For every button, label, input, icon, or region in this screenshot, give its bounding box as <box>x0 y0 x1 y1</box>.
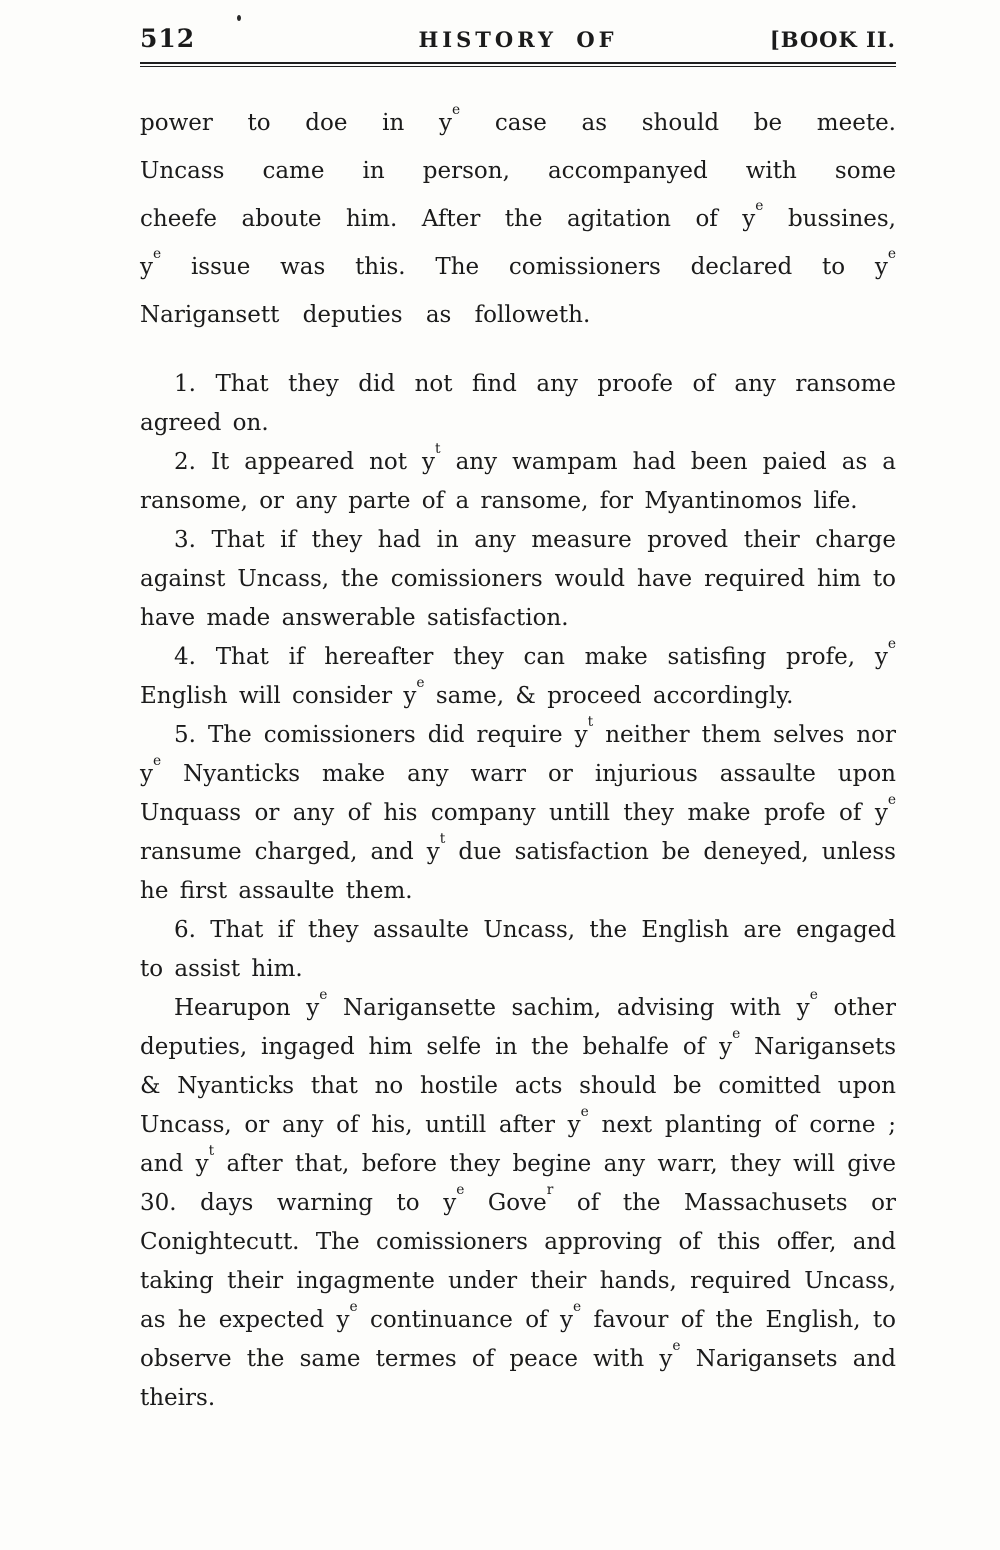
paragraph: power to doe in $y^e$ case as should be meete. Uncass came in person, accompanyed with some cheefe aboute him. After the agitation of $y^e$ bussines, $y^e$ issue was this. The comissioners declared to $y^e$ Narigansett deputies as followeth. <box>140 101 896 328</box>
scan-speck <box>237 15 241 21</box>
paragraph: 2. It appeared not $y^t$ any wampam had been paied as a ransome, or any parte of a ransome, for Myantinomos life. <box>140 440 896 514</box>
paragraph: 5. The comissioners did require $y^t$ neither them selves nor $y^e$ Nyanticks make any warr or injurious assaulte upon Unquass or any of his company untill they make profe of $y^e$ ransume charged, and $y^t$ due satisfaction be deneyed, unless he first assaulte them. <box>140 713 896 904</box>
page-text <box>140 99 896 1418</box>
page-number: 512 <box>140 24 196 53</box>
book-section-label: [BOOK II. <box>769 27 896 52</box>
paragraph: 4. That if hereafter they can make satisfing profe, $y^e$ English will consider $y^e$ same, & proceed accordingly. <box>140 635 896 709</box>
paragraph: 6. That if they assaulte Uncass, the English are engaged to assist him. <box>140 917 896 982</box>
page-header <box>140 24 896 53</box>
running-title: HISTORY OF <box>418 27 618 52</box>
paragraph: Hearupon $y^e$ Narigansette sachim, advising with $y^e$ other deputies, ingaged him selfe in the behalfe of $y^e$ Narigansets & Nyanticks that no hostile acts should be comitted upon Uncass, or any of his, untill after $y^e$ next planting of corne ; and $y^t$ after that, before they begine any warr, they will give 30. days warning to $y^e$ Gove$^r$ of the Massachusets or Conightecutt. The comissioners approving of this offer, and taking their ingagmente under their hands, required Uncass, as he expected $y^e$ continuance of $y^e$ favour of the English, to observe the same termes of peace with $y^e$ Narigansets and theirs. <box>140 986 896 1411</box>
header-rule <box>140 62 896 67</box>
paragraph: 3. That if they had in any measure proved their charge against Uncass, the comissioners would have required him to have made answerable satisfaction. <box>140 527 896 631</box>
paragraph: 1. That they did not find any proofe of any ransome agreed on. <box>140 371 896 436</box>
